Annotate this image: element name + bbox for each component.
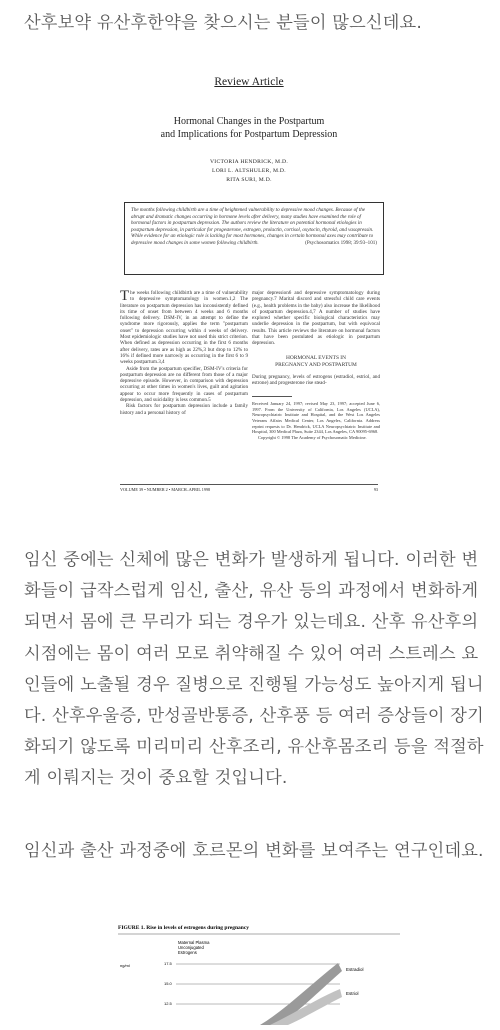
abstract-citation: (Psychosomatics 1998; 39:93–101) (305, 239, 377, 246)
y-tick-label: 12.5 (164, 1001, 172, 1006)
author: VICTORIA HENDRICK, M.D. (209, 159, 289, 165)
paper-title: Hormonal Changes in the Postpartum and Implications for Postpartum Depression (160, 116, 338, 140)
figure-caption: FIGURE 1. Rise in levels of estrogens during pregnancy (118, 925, 250, 931)
dropcap: T (120, 288, 130, 304)
paper-abstract: The months following childbirth are a time of heightened vulnerability to depressive mood changes. Because of the abrupt and dramatic changes occurring in hormone levels after delivery, many studies have examined the role of hormonal factors in postpartum depression. The authors review the literature on potential hormonal etiologies in postpartum depression, in particular for progesterone, estrogen, prolactin, cortisol, oxytocin, thyroid, and vasopressin. While evidence for an etiologic role is lacking for most hormones, changes in certain hormonal axes may contribute to depressive mood changes in some women following childbirth. (Psychosomatics 1998; 39:93–101) (124, 202, 384, 275)
estrogen-chart (110, 915, 410, 1025)
paper-left-column: The weeks following childbirth are a time of vulnerability to depressive symptomatology in women.1,2 The literature on postpartum depression has inconsistently defined its time of onset from between 4 weeks and 6 months following delivery. DSM-IV, in an attempt to define the syndrome more rigorously, applies the term "postpartum onset" to depression occurring within 4 weeks of delivery. Most epidemiologic studies have not used this strict criterion. When defined as depression occurring in the first 6 months after delivery, rates are as high as 22%,3 but drop to 12% to 16% if defined more narrowly as occurring in the first 6 to 9 weeks postpartum.3,4 Aside from the postpartum specifier, DSM-IV's criteria for postpartum depression are no different from those of a major depressive episode. However, in comparison with depression occurring at other times in women's lives, guilt and agitation appear to occur more frequently in cases of postpartum depression, and suicidality is less common.5 Risk factors for postpartum depression include a family history and a personal history of (120, 288, 248, 416)
paper-authors (108, 158, 390, 185)
paper-footnote: Received January 24, 1997; revised May 23, 1997; accepted June 6, 1997. From the University of California, Los Angeles (UCLA), Neuropsychiatric Institute and Hospital, and the West Los Angeles Veterans Affairs Medical Center, Los Angeles, California. Address reprint requests to Dr. Hendrick, UCLA Neuropsychiatric Institute and Hospital, 300 Medical Plaza, Suite 2344, Los Angeles, CA 90095-6968. (252, 401, 380, 435)
estrogen-figure (110, 915, 410, 1025)
legend-line: Estrogens (178, 950, 197, 955)
legend-line: Maternal Plasma (178, 940, 210, 945)
figure-intro-text: 임신과 출산 과정중에 호르몬의 변화를 보여주는 연구인데요. (24, 841, 484, 861)
legend-line: Unconjugated (178, 945, 204, 950)
series-label-estriol: Estriol (346, 991, 359, 996)
y-unit-label: ng/ml (120, 963, 130, 968)
footnote-rule (252, 396, 292, 397)
paper-header: Review Article (214, 76, 284, 88)
paper-copyright: Copyright © 1998 The Academy of Psychosomatic Medicine. (258, 434, 367, 440)
body-paragraph: 임신 중에는 신체에 많은 변화가 발생하게 됩니다. 이러한 변화들이 급작스럽게 임신, 출산, 유산 등의 과정에서 변화하게 되면서 몸에 큰 무리가 되는 경우가 있는데요. 산후 유산후의 시점에는 몸이 여러 모로 취약해질 수 있어 여러 스트레스 요인들에 노출될 경우 질병으로 진행될 가능성도 높아지게 됩니다. 산후우울증, 만성골반통증, 산후풍 등 여러 증상들이 장기화되기 않도록 미리미리 산후조리, 유산후몸조리 등을 적절하게 이뤄지는 것이 중요할 것입니다. (24, 550, 484, 789)
author: LORI L. ALTSHULER, M.D. (212, 168, 286, 174)
intro-text: 산후보약 유산후한약을 찾으시는 분들이 많으신데요. (24, 13, 422, 33)
series-label-estradiol: Estradiol (346, 967, 364, 972)
y-tick-label: 15.0 (164, 981, 172, 986)
paper-scan-image (108, 70, 390, 496)
section-heading: HORMONAL EVENTS IN PREGNANCY AND POSTPARTUM (275, 354, 357, 368)
paper-right-column: major depression6 and depressive symptomatology during pregnancy.7 Marital discord and stressful child care events (e.g., health problems in the baby) also increase the likelihood of postpartum depression.4,7 A number of studies have explored whether specific biological characteristics may underlie depression in the postpartum, but with equivocal results. This article reviews the literature on hormonal factors that have been postulated as etiologic in postpartum depression. HORMONAL EVENTS IN PREGNANCY AND POSTPARTUM During pregnancy, levels of estrogens (estradiol, estriol, and estrone) and progesterone rise stead- Received January 24, 1997; revised May 23, 1997; accepted June 6, 1997. From the University of California, Los Angeles (UCLA), Neuropsychiatric Institute and Hospital, and the West Los Angeles Veterans Affairs Medical Center, Los Angeles, California. Address reprint requests to Dr. Hendrick, UCLA Neuropsychiatric Institute and Hospital, 300 Medical Plaza, Suite 2344, Los Angeles, CA 90095-6968. Copyright © 1998 The Academy of Psychosomatic Medicine. (252, 290, 380, 440)
paper-footer: VOLUME 39 • NUMBER 2 • MARCH–APRIL 1998 93 (120, 484, 378, 492)
author: RITA SURI, M.D. (226, 177, 272, 183)
y-tick-label: 17.5 (164, 961, 172, 966)
